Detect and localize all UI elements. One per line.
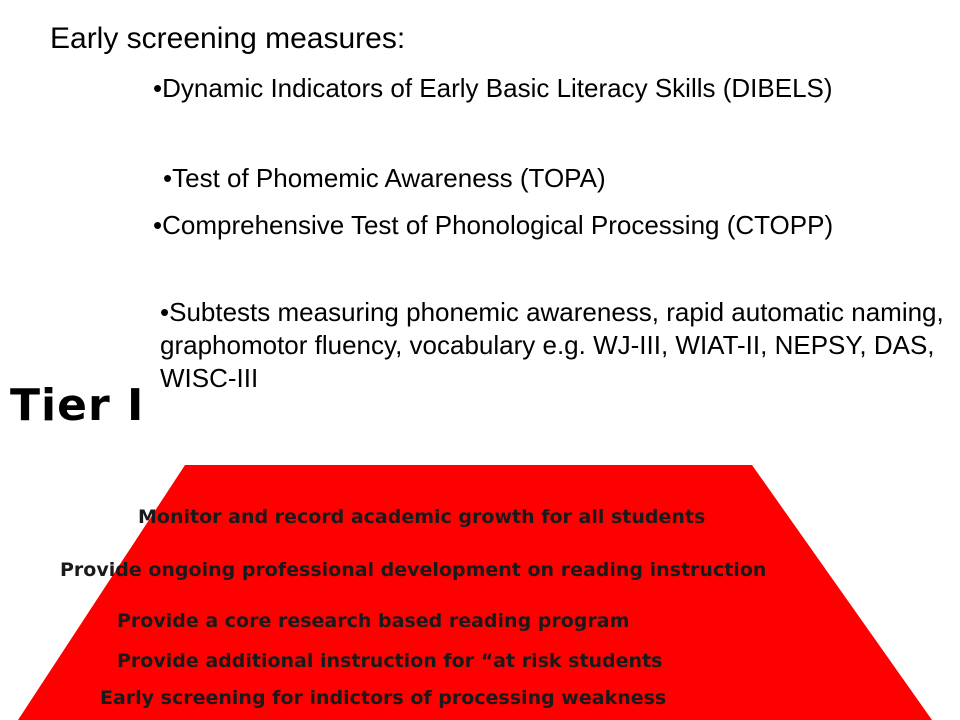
slide-heading: Early screening measures: [50,22,406,55]
tier-label: Tier I [10,380,145,431]
pyramid-shape [18,465,932,720]
pyramid-level-monitor: Monitor and record academic growth for all students [138,506,706,528]
bullet-subtests: •Subtests measuring phonemic awareness, rapid automatic naming, graphomotor fluency, vocabulary e.g. WJ-III, WIAT-II, NEPSY, DAS, WISC-III [160,297,944,393]
pyramid-level-professional-development: Provide ongoing professional development on reading instruction [60,559,767,581]
bullet-ctopp: •Comprehensive Test of Phonological Processing (CTOPP) [153,210,834,240]
pyramid-level-early-screening: Early screening for indictors of processing weakness [100,687,667,709]
bullet-topa: •Test of Phomemic Awareness (TOPA) [163,163,606,193]
pyramid-level-core-program: Provide a core research based reading program [117,610,630,632]
bullet-dibels: •Dynamic Indicators of Early Basic Literacy Skills (DIBELS) [153,73,833,103]
pyramid-level-additional-instruction: Provide additional instruction for “at risk students [117,650,663,672]
